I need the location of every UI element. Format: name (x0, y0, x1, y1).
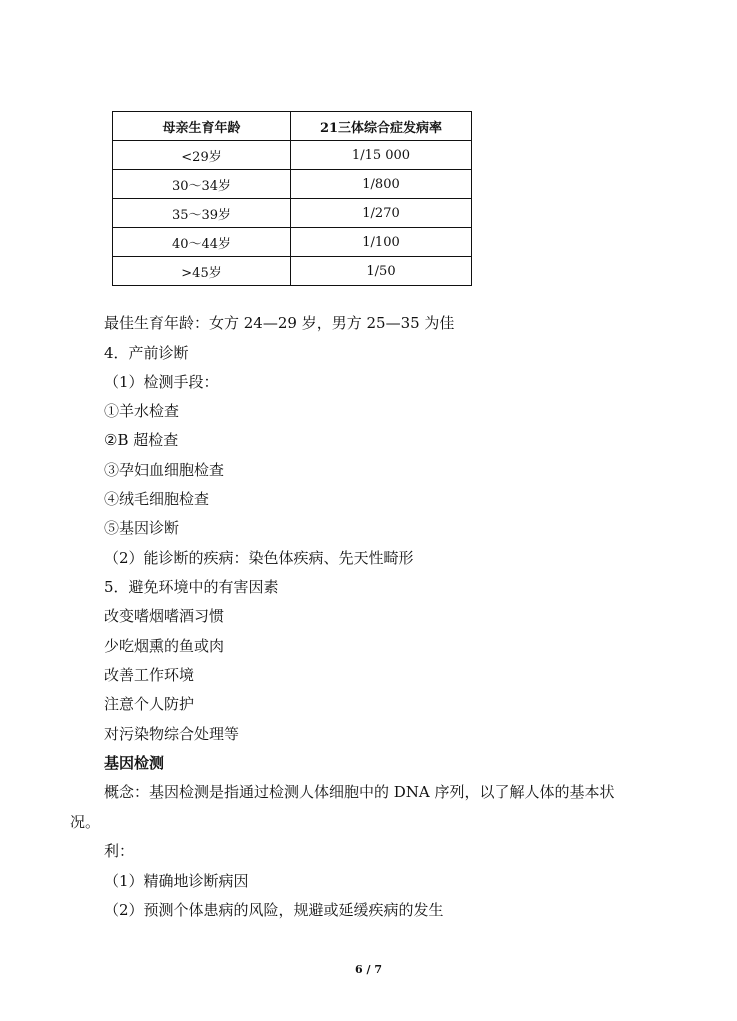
incidence-table (112, 111, 472, 286)
table-cell: 40～44岁 (113, 228, 291, 257)
table-cell: 30～34岁 (113, 170, 291, 199)
diagnosable-diseases-text: （2）能诊断的疾病：染色体疾病、先天性畸形 (104, 549, 414, 567)
gene-testing-heading: 基因检测 (104, 754, 165, 772)
table-cell: 1/100 (291, 228, 472, 257)
avoid-item: 少吃烟熏的鱼或肉 (104, 637, 225, 655)
table-cell: <29岁 (113, 141, 291, 170)
table-cell: 1/270 (291, 199, 472, 228)
table-row (113, 199, 472, 228)
table-header-cell: 母亲生育年龄 (113, 112, 291, 141)
method-item: ②B 超检查 (104, 431, 179, 449)
table-header-cell: 21三体综合症发病率 (291, 112, 472, 141)
table-row (113, 228, 472, 257)
avoid-item: 注意个人防护 (104, 695, 195, 713)
method-item: ④绒毛细胞检查 (104, 490, 210, 508)
pros-item: （1）精确地诊断病因 (104, 872, 249, 890)
table-row (113, 141, 472, 170)
pros-item: （2）预测个体患病的风险，规避或延缓疾病的发生 (104, 901, 444, 919)
table-cell: 1/800 (291, 170, 472, 199)
table-header-row (113, 112, 472, 141)
concept-text: 概念：基因检测是指通过检测人体细胞中的 DNA 序列，以了解人体的基本状 (104, 783, 615, 801)
prenatal-diagnosis-heading: 4．产前诊断 (104, 344, 189, 362)
detection-methods-heading: （1）检测手段： (104, 373, 219, 391)
page-number: 6 / 7 (355, 963, 382, 976)
avoid-factors-heading: 5．避免环境中的有害因素 (104, 578, 279, 596)
concept-text-continued: 况。 (70, 813, 101, 831)
table-cell: 1/50 (291, 257, 472, 286)
best-age-text: 最佳生育年龄：女方 24—29 岁，男方 25—35 为佳 (104, 314, 455, 332)
table-cell: 35～39岁 (113, 199, 291, 228)
avoid-item: 改善工作环境 (104, 666, 195, 684)
method-item: ①羊水检查 (104, 402, 180, 420)
table-cell: >45岁 (113, 257, 291, 286)
avoid-item: 对污染物综合处理等 (104, 725, 240, 743)
table-cell: 1/15 000 (291, 141, 472, 170)
method-item: ③孕妇血细胞检查 (104, 461, 225, 479)
table-row (113, 170, 472, 199)
avoid-item: 改变嗜烟嗜酒习惯 (104, 607, 225, 625)
table-row (113, 257, 472, 286)
pros-heading: 利： (104, 842, 135, 860)
method-item: ⑤基因诊断 (104, 519, 180, 537)
